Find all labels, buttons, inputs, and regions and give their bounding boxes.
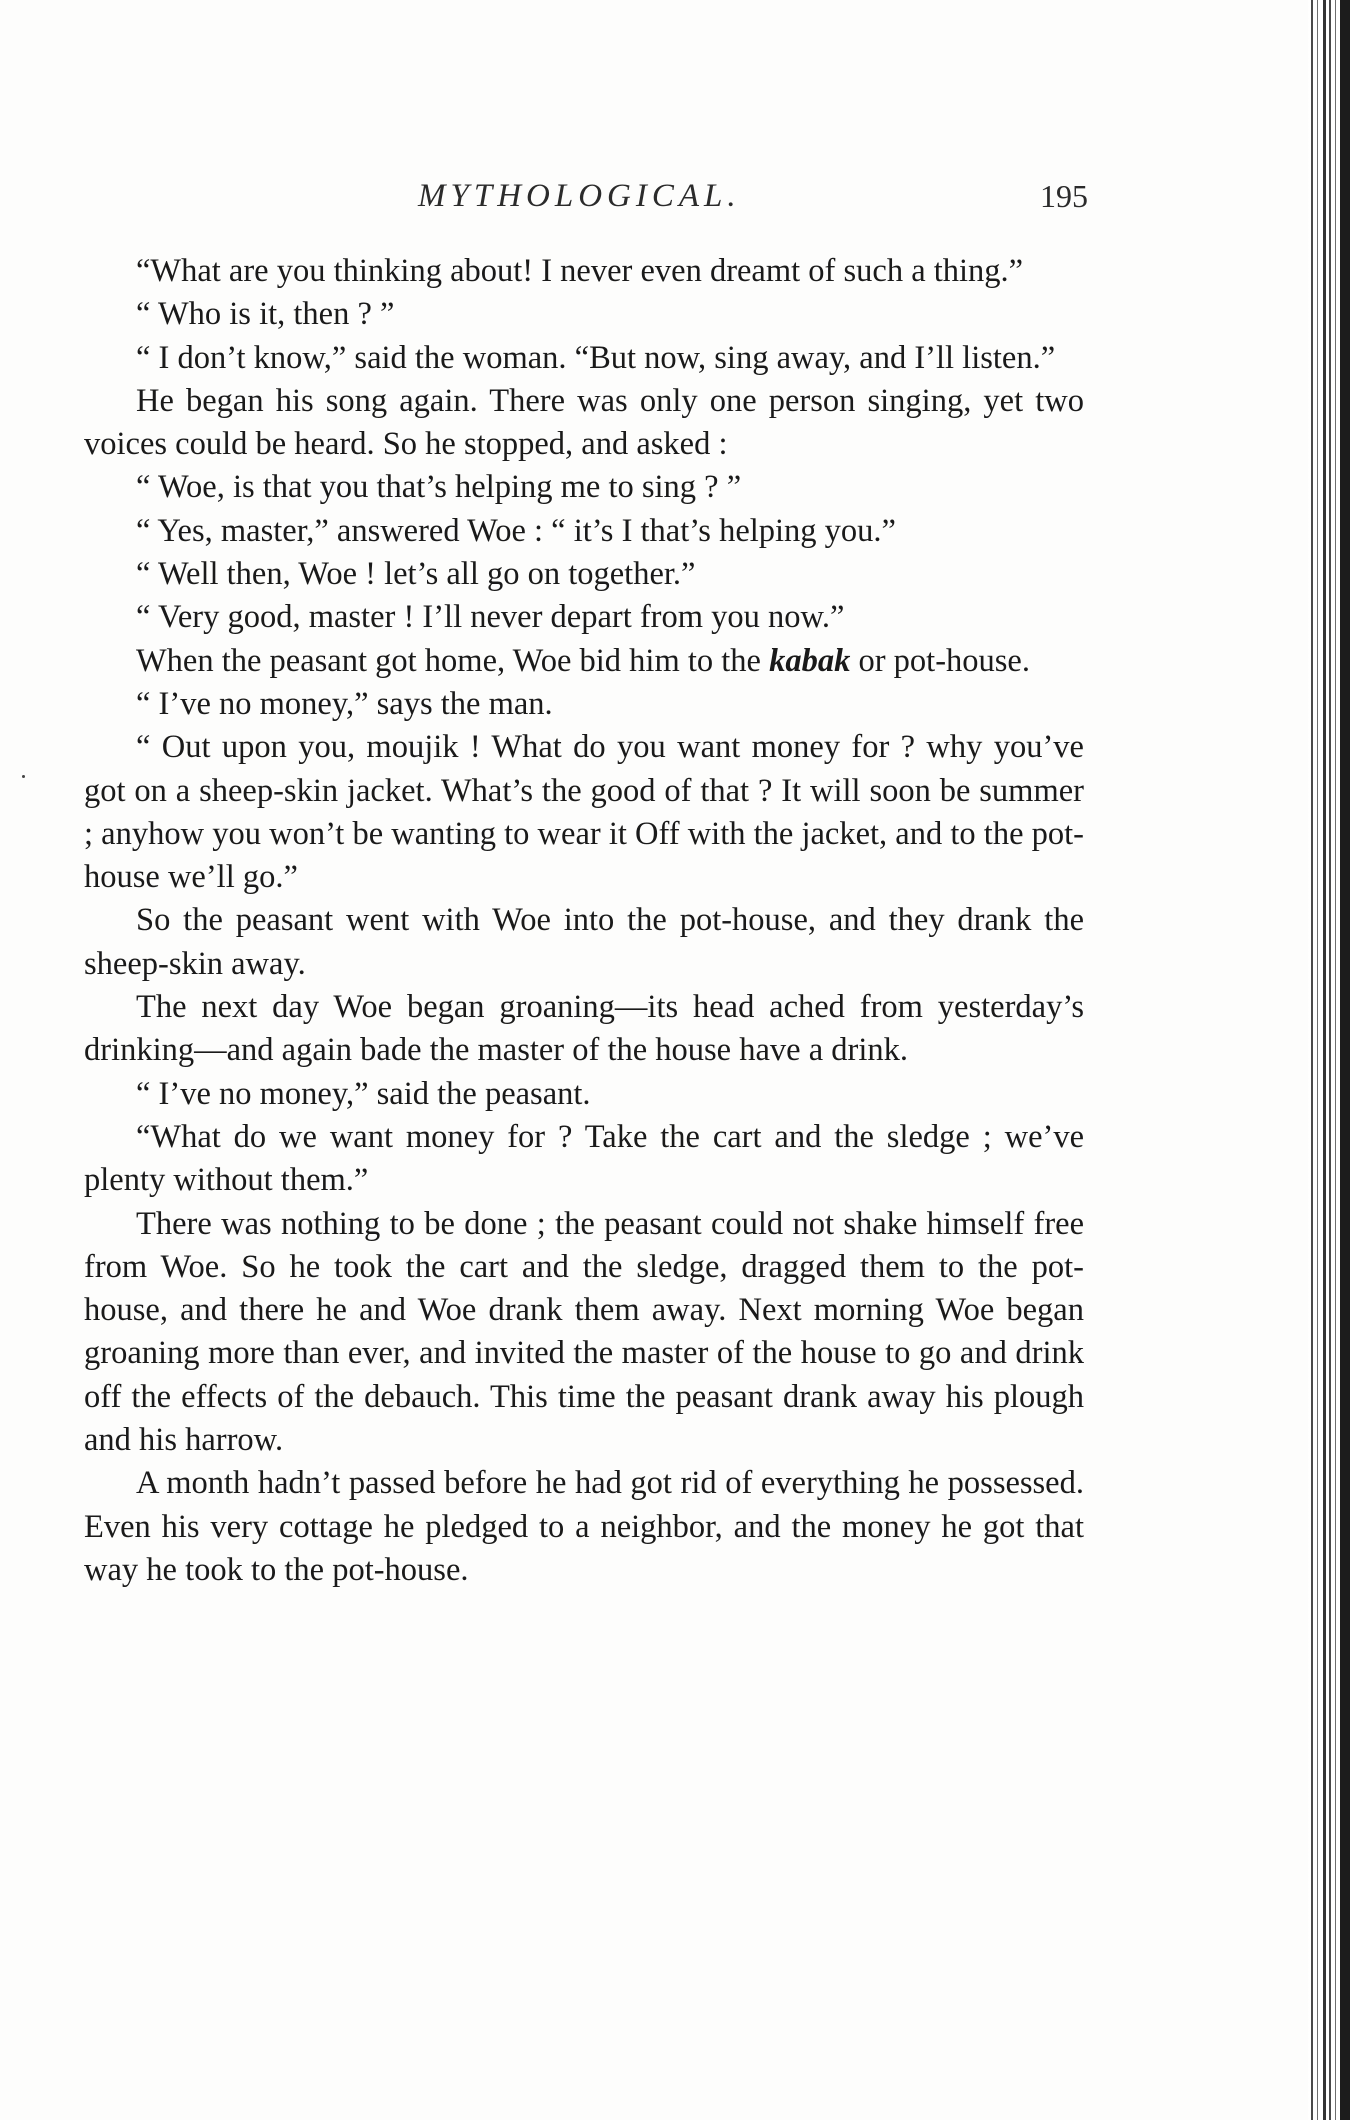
paragraph-text: or pot-house.: [850, 642, 1030, 679]
paragraph-kabak: [84, 640, 1084, 683]
paragraph: “ Who is it, then ? ”: [136, 296, 395, 333]
paragraph: “ I don’t know,” said the woman. “But now, sing away, and I’ll listen.”: [136, 339, 1056, 376]
emphasis-kabak: kabak: [769, 642, 851, 679]
paragraph: “ Out upon you, moujik ! What do you want money for ? why you’ve got on a sheep-skin jacket. What’s the good of that ? It will soon be summer ; anyhow you won’t be wanting to wear it Off with the jacket, and to the pot-house we’ll go.”: [84, 729, 1084, 896]
paragraph: A month hadn’t passed before he had got rid of everything he possessed. Even his very cottage he pledged to a neighbor, and the money he got that way he took to the pot-house.: [84, 1465, 1084, 1588]
running-head: [88, 178, 1088, 228]
paragraph: “ Yes, master,” answered Woe : “ it’s I that’s helping you.”: [136, 512, 896, 549]
paragraph: There was nothing to be done ; the peasant could not shake himself free from Woe. So he took the cart and the sledge, dragged them to the pot-house, and there he and Woe drank them away. Next morning Woe began groaning more than ever, and invited the master of the house to go and drink off the effects of the debauch. This time the peasant drank away his plough and his harrow.: [84, 1205, 1084, 1459]
paragraph: So the peasant went with Woe into the pot-house, and they drank the sheep-skin away.: [84, 902, 1084, 982]
paragraph: “ I’ve no money,” said the peasant.: [136, 1075, 591, 1112]
page-number: 195: [1040, 178, 1088, 214]
body-text: [84, 250, 1084, 1592]
scan-speck: [22, 775, 25, 778]
paragraph: “ Very good, master ! I’ll never depart from you now.”: [136, 599, 845, 636]
running-title: MYTHOLOGICAL.: [418, 178, 741, 214]
paragraph: “What are you thinking about! I never even dreamt of such a thing.”: [136, 253, 1024, 289]
paragraph-text: When the peasant got home, Woe bid him to the: [136, 642, 770, 679]
paragraph: “What do we want money for ? Take the cart and the sledge ; we’ve plenty without them.”: [84, 1118, 1084, 1199]
paragraph: He began his song again. There was only one person singing, yet two voices could be heard. So he stopped, and asked :: [84, 382, 1084, 463]
paragraph: “ Woe, is that you that’s helping me to sing ? ”: [136, 469, 742, 506]
paragraph: “ Well then, Woe ! let’s all go on together.”: [136, 556, 696, 593]
paragraph: The next day Woe began groaning—its head ached from yesterday’s drinking—and again bade the master of the house have a drink.: [84, 989, 1084, 1069]
binding-shadow: [1340, 0, 1350, 2120]
paragraph: “ I’ve no money,” says the man.: [136, 685, 553, 722]
